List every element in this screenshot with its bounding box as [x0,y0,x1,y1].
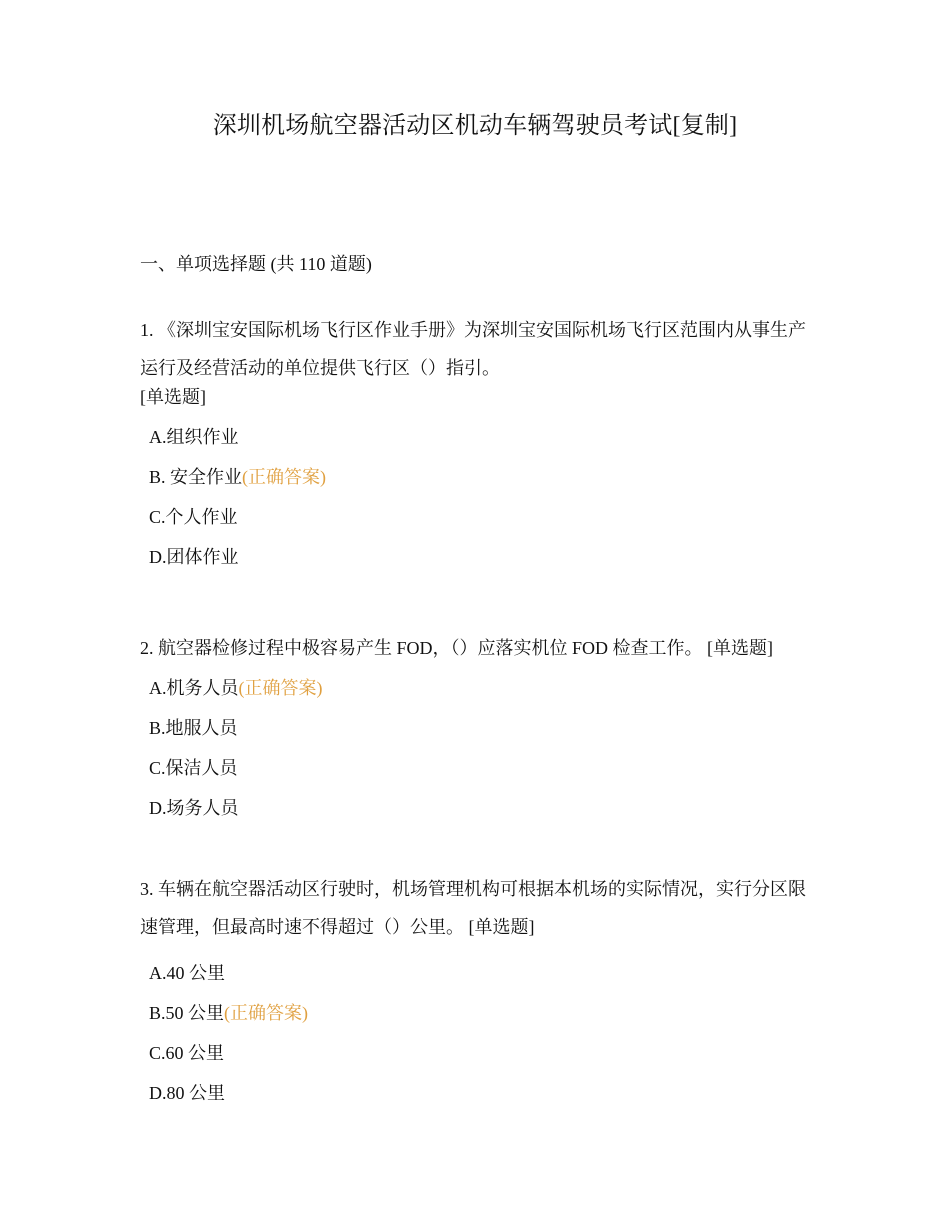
option-c [149,1040,820,1080]
option-b [149,464,820,504]
correct-answer-marker: (正确答案) [224,1003,309,1023]
option-label: D.80 公里 [149,1083,225,1103]
option-a [149,675,820,715]
option-label: C.个人作业 [149,507,238,527]
document-title: 深圳机场航空器活动区机动车辆驾驶员考试[复制] [212,113,738,139]
option-label: D.团体作业 [149,547,239,567]
question-text: 2. 航空器检修过程中极容易产生 FOD，（）应落实机位 FOD 检查工作。 [单选题] [140,638,774,658]
question-1 [140,311,820,584]
option-b [149,1000,820,1040]
correct-answer-marker: (正确答案) [242,467,327,487]
option-a [149,960,820,1000]
option-list [140,960,820,1120]
question-2 [140,629,820,835]
option-d [149,544,820,584]
option-label: A.40 公里 [149,963,225,983]
option-label: C.保洁人员 [149,758,238,778]
option-a [149,424,820,464]
option-label: C.60 公里 [149,1043,225,1063]
option-label: A.组织作业 [149,427,239,447]
option-label: D.场务人员 [149,798,239,818]
question-3 [140,870,820,1120]
question-type-label: [单选题] [140,387,206,407]
option-d [149,1080,820,1120]
option-label: B.50 公里 [149,1003,225,1023]
option-c [149,755,820,795]
correct-answer-marker: (正确答案) [238,678,323,698]
option-list [140,424,820,584]
option-label: B. 安全作业 [149,467,243,487]
option-b [149,715,820,755]
question-text: 3. 车辆在航空器活动区行驶时，机场管理机构可根据本机场的实际情况，实行分区限速管理，但最高时速不得超过（）公里。 [单选题] [140,879,806,937]
section-heading: 一、单项选择题 (共 110 道题) [140,254,372,274]
option-label: A.机务人员 [149,678,239,698]
option-c [149,504,820,544]
option-label: B.地服人员 [149,718,238,738]
question-text: 1. 《深圳宝安国际机场飞行区作业手册》为深圳宝安国际机场飞行区范围内从事生产运行及经营活动的单位提供飞行区（）指引。 [140,320,806,378]
option-d [149,795,820,835]
option-list [140,675,820,835]
